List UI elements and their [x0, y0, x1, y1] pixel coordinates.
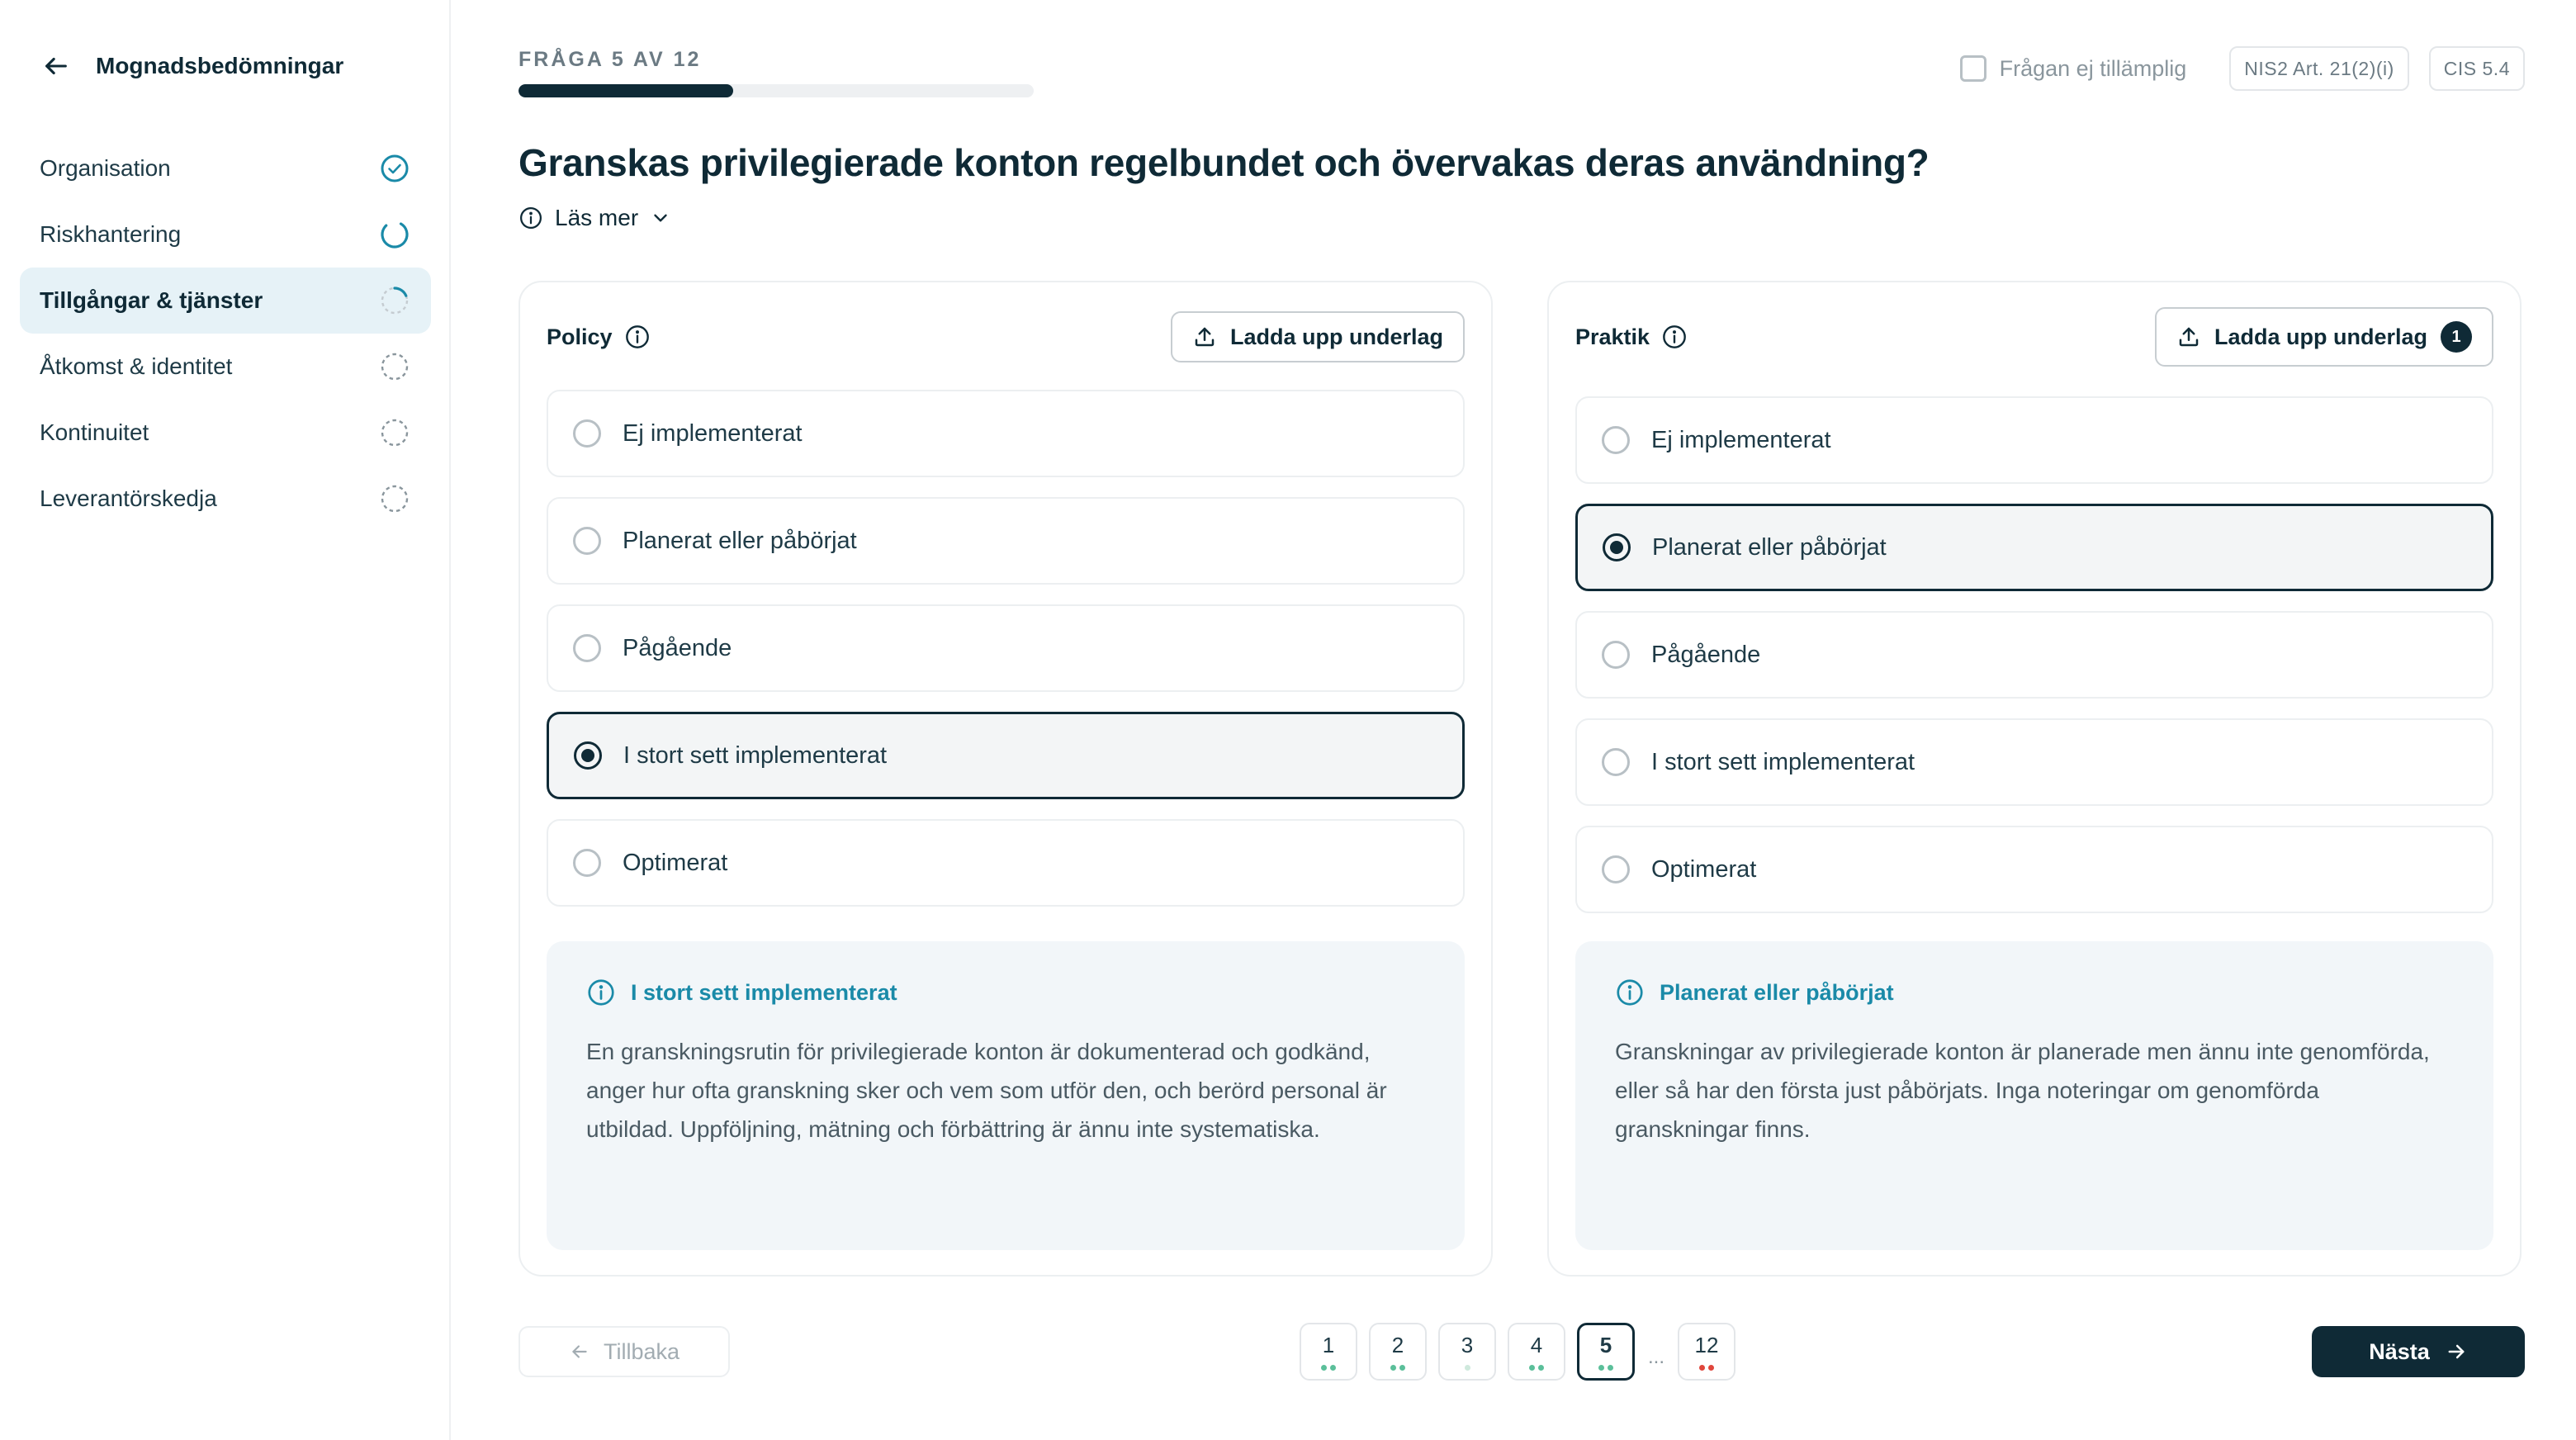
sidebar-item-tillgangar[interactable]: [20, 268, 431, 334]
option-label: Planerat eller påbörjat: [623, 527, 857, 554]
question-progress-fill: [519, 84, 733, 97]
info-icon: [586, 978, 616, 1007]
option-label: Ej implementerat: [623, 419, 803, 447]
arrow-right-icon: [2445, 1340, 2468, 1363]
framework-tag-cis: CIS 5.4: [2429, 46, 2525, 91]
page-status-dots: [1529, 1365, 1544, 1371]
option-label: Optimerat: [1651, 855, 1757, 883]
page-number: 12: [1694, 1332, 1719, 1357]
read-more-toggle[interactable]: [519, 205, 671, 231]
progress-ring-icon: [378, 218, 411, 251]
sidebar-item-organisation[interactable]: [20, 135, 431, 201]
option-label: Pågående: [623, 634, 732, 661]
sidebar-item-leverantorskedja[interactable]: [20, 466, 431, 532]
option-label: Optimerat: [623, 849, 728, 876]
not-applicable-checkbox[interactable]: [1960, 55, 2187, 82]
policy-options: [547, 390, 1465, 926]
page-number: 4: [1530, 1332, 1543, 1357]
status-dot: [1608, 1365, 1613, 1371]
sidebar-title: Mognadsbedömningar: [96, 53, 344, 78]
policy-panel-header: [547, 310, 1465, 363]
page-number: 2: [1391, 1332, 1404, 1357]
radio-button[interactable]: [1602, 748, 1630, 776]
check-circle-icon: [378, 152, 411, 185]
info-icon: [1615, 978, 1645, 1007]
policy-option[interactable]: [547, 604, 1465, 692]
status-dot: [1465, 1365, 1470, 1371]
radio-button[interactable]: [573, 634, 601, 662]
status-dot: [1529, 1365, 1535, 1371]
back-button[interactable]: [519, 1326, 730, 1377]
sidebar-nav: [20, 135, 431, 532]
page-status-dots: [1598, 1365, 1613, 1371]
status-dot: [1538, 1365, 1544, 1371]
dashed-circle-icon: [378, 416, 411, 449]
policy-level-description: [547, 941, 1465, 1250]
question-progress-bar: [519, 84, 1034, 97]
page-button-4[interactable]: [1508, 1323, 1565, 1381]
upload-label: Ladda upp underlag: [2214, 324, 2427, 349]
practice-panel-header: [1575, 310, 2493, 363]
status-dot: [1699, 1365, 1705, 1371]
progress-ring-icon: [378, 284, 411, 317]
main-content: [451, 0, 2576, 1440]
policy-option-selected[interactable]: [547, 712, 1465, 799]
question-title: Granskas privilegierade konton regelbundet och övervakas deras användning?: [519, 141, 1930, 184]
back-arrow-icon[interactable]: [40, 50, 73, 83]
page-number: 5: [1599, 1332, 1612, 1357]
option-label: I stort sett implementerat: [1651, 748, 1915, 775]
option-label: Planerat eller påbörjat: [1652, 533, 1887, 561]
info-icon: [519, 206, 543, 230]
info-icon[interactable]: [624, 324, 651, 350]
sidebar-item-atkomst[interactable]: [20, 334, 431, 400]
framework-tag-nis2: NIS2 Art. 21(2)(i): [2229, 46, 2409, 91]
status-dot: [1598, 1365, 1604, 1371]
arrow-left-icon: [569, 1341, 590, 1362]
policy-title-text: Policy: [547, 324, 613, 349]
radio-button[interactable]: [1602, 426, 1630, 454]
info-icon[interactable]: [1661, 324, 1688, 350]
page-button-3[interactable]: [1438, 1323, 1496, 1381]
policy-upload-button[interactable]: [1171, 311, 1465, 362]
policy-panel-title: [547, 324, 651, 350]
not-applicable-label: Frågan ej tillämplig: [1999, 55, 2187, 81]
upload-count-badge: 1: [2441, 321, 2472, 353]
radio-button-selected[interactable]: [574, 741, 602, 770]
question-progress-label: FRÅGA 5 AV 12: [519, 48, 702, 71]
practice-panel-title: [1575, 324, 1688, 350]
practice-options: [1575, 396, 2493, 933]
back-label: Tillbaka: [603, 1338, 680, 1364]
upload-icon: [2176, 324, 2201, 349]
option-label: Pågående: [1651, 641, 1761, 668]
sidebar-item-label: Organisation: [40, 155, 171, 181]
description-text: Granskningar av privilegierade konton är planerade men ännu inte genomförda, eller så har den första just påbörjats. Inga noteringar om genomförda granskningar finns.: [1615, 1039, 2430, 1142]
upload-label: Ladda upp underlag: [1229, 324, 1443, 349]
status-dot: [1708, 1365, 1714, 1371]
practice-upload-button[interactable]: [2155, 307, 2493, 367]
sidebar-item-riskhantering[interactable]: [20, 201, 431, 268]
practice-level-description: [1575, 941, 2493, 1250]
description-title: Planerat eller påbörjat: [1660, 979, 1894, 1005]
page-status-dots: [1465, 1365, 1470, 1371]
practice-option-selected[interactable]: [1575, 504, 2493, 591]
policy-option[interactable]: [547, 819, 1465, 907]
policy-option[interactable]: [547, 497, 1465, 585]
policy-option[interactable]: [547, 390, 1465, 477]
page-status-dots: [1390, 1365, 1405, 1371]
status-dot: [1321, 1365, 1327, 1371]
sidebar-item-kontinuitet[interactable]: [20, 400, 431, 466]
practice-option[interactable]: [1575, 611, 2493, 699]
next-label: Nästa: [2369, 1338, 2430, 1364]
radio-button[interactable]: [1602, 641, 1630, 669]
page-number: 3: [1461, 1332, 1474, 1357]
description-title: I stort sett implementerat: [631, 979, 897, 1005]
sidebar: [0, 0, 451, 1440]
practice-option[interactable]: [1575, 826, 2493, 913]
page-number: 1: [1322, 1332, 1335, 1357]
practice-title-text: Praktik: [1575, 324, 1650, 349]
upload-icon: [1192, 324, 1217, 349]
practice-option[interactable]: [1575, 718, 2493, 806]
next-button[interactable]: [2312, 1326, 2525, 1377]
status-dot: [1390, 1365, 1396, 1371]
status-dot: [1399, 1365, 1405, 1371]
page-button-12[interactable]: [1678, 1323, 1735, 1381]
description-text: En granskningsrutin för privilegierade konton är dokumenterad och godkänd, anger hur ofta granskning sker och vem som utför den, och berörd personal är utbildad. Uppföljning, mätning och förbättring är ännu inte systematiska.: [586, 1039, 1387, 1142]
sidebar-item-label: Kontinuitet: [40, 419, 149, 445]
radio-button-selected[interactable]: [1603, 533, 1631, 561]
pager-ellipsis: ...: [1647, 1346, 1664, 1368]
radio-button[interactable]: [573, 527, 601, 555]
dashed-circle-icon: [378, 482, 411, 515]
dashed-circle-icon: [378, 350, 411, 383]
question-pager: [1300, 1323, 1735, 1381]
description-header: [1615, 978, 2454, 1007]
page-button-5-current[interactable]: [1577, 1323, 1635, 1381]
option-label: Ej implementerat: [1651, 426, 1831, 453]
page-button-2[interactable]: [1369, 1323, 1427, 1381]
option-label: I stort sett implementerat: [623, 741, 888, 769]
read-more-label: Läs mer: [555, 205, 639, 230]
sidebar-item-label: Tillgångar & tjänster: [40, 287, 263, 313]
page-status-dots: [1699, 1365, 1714, 1371]
page-status-dots: [1321, 1365, 1336, 1371]
checkbox-box[interactable]: [1960, 55, 1986, 82]
radio-button[interactable]: [1602, 855, 1630, 883]
question-meta: [1960, 46, 2525, 91]
sidebar-item-label: Leverantörskedja: [40, 486, 217, 511]
description-header: [586, 978, 1425, 1007]
chevron-down-icon: [650, 207, 671, 229]
practice-option[interactable]: [1575, 396, 2493, 484]
sidebar-header: [40, 48, 343, 84]
policy-panel: [519, 281, 1493, 1277]
status-dot: [1330, 1365, 1336, 1371]
page-button-1[interactable]: [1300, 1323, 1357, 1381]
sidebar-item-label: Riskhantering: [40, 221, 182, 247]
radio-button[interactable]: [573, 419, 601, 448]
sidebar-item-label: Åtkomst & identitet: [40, 353, 233, 379]
radio-button[interactable]: [573, 849, 601, 877]
practice-panel: [1547, 281, 2522, 1277]
